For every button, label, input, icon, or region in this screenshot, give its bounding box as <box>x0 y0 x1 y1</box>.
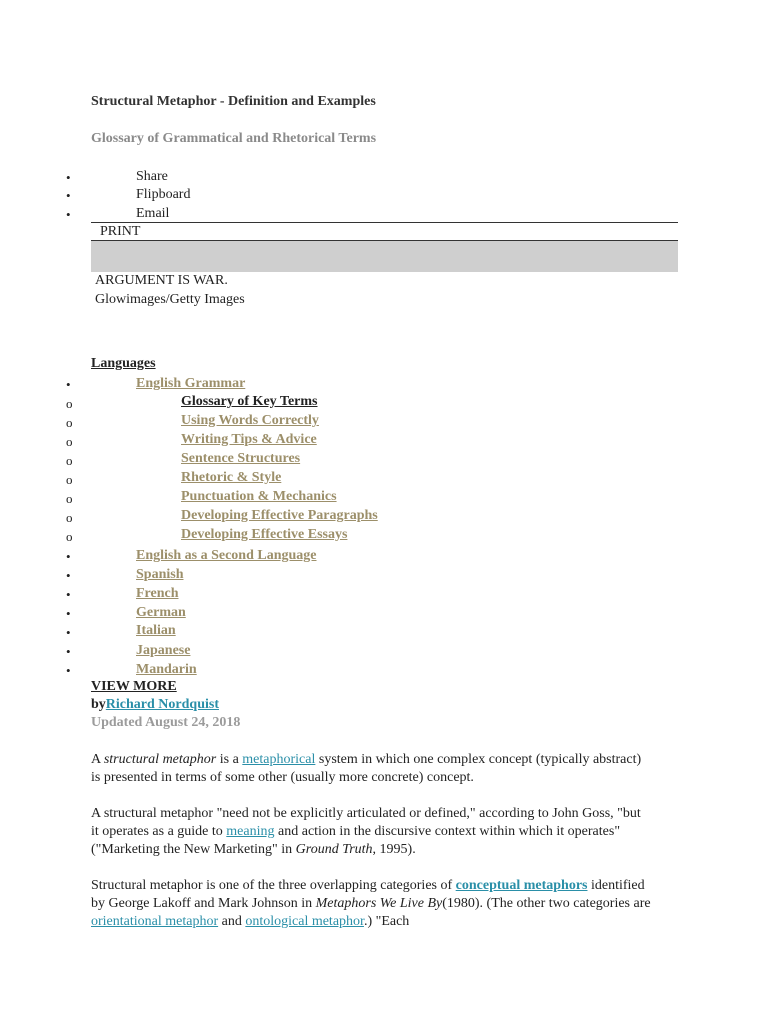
image-caption: ARGUMENT IS WAR. <box>95 273 228 288</box>
circle-bullet-icon: o <box>66 396 73 411</box>
bullet-icon: • <box>66 663 71 678</box>
circle-bullet-icon: o <box>66 491 73 506</box>
author-link[interactable]: Richard Nordquist <box>105 697 219 712</box>
nav-subitem-using-words[interactable]: Using Words Correctly <box>181 413 319 428</box>
circle-bullet-icon: o <box>66 453 73 468</box>
text: Structural metaphor is one of the three overlapping categories of <box>91 878 456 893</box>
circle-bullet-icon: o <box>66 434 73 449</box>
print-button[interactable]: PRINT <box>100 224 141 239</box>
text: (1980). (The other two categories are <box>442 896 651 911</box>
nav-subitem-writing-tips[interactable]: Writing Tips & Advice <box>181 432 317 447</box>
page-subtitle: Glossary of Grammatical and Rhetorical Terms <box>91 131 377 146</box>
text: is a <box>216 752 243 767</box>
nav-subitem-rhetoric-style[interactable]: Rhetoric & Style <box>181 470 282 485</box>
text: system in which one complex concept (typically abstract) is presented in terms of some other (usually more concrete) concept. <box>91 752 642 785</box>
bullet-icon: • <box>66 587 71 602</box>
bullet-icon: • <box>66 170 71 185</box>
updated-date: Updated August 24, 2018 <box>91 715 241 730</box>
text: and <box>218 914 246 929</box>
bullet-icon: • <box>66 188 71 203</box>
bullet-icon: • <box>66 377 71 392</box>
email-link[interactable]: Email <box>136 206 170 221</box>
metaphorical-link[interactable]: metaphorical <box>242 752 316 767</box>
book-title: Ground Truth <box>295 842 373 857</box>
view-more-link[interactable]: VIEW MORE <box>91 679 177 694</box>
conceptual-metaphors-link[interactable]: conceptual metaphors <box>455 878 588 893</box>
bullet-icon: • <box>66 606 71 621</box>
circle-bullet-icon: o <box>66 415 73 430</box>
nav-item-japanese[interactable]: Japanese <box>136 643 191 658</box>
nav-item-french[interactable]: French <box>136 586 179 601</box>
page-title: Structural Metaphor - Definition and Examples <box>91 94 376 109</box>
nav-item-spanish[interactable]: Spanish <box>136 567 184 582</box>
orientational-metaphor-link[interactable]: orientational metaphor <box>91 914 219 929</box>
paragraph-2 <box>91 805 651 859</box>
bullet-icon: • <box>66 625 71 640</box>
ontological-metaphor-link[interactable]: ontological metaphor <box>245 914 364 929</box>
image-credit: Glowimages/Getty Images <box>95 292 245 307</box>
nav-heading-languages[interactable]: Languages <box>91 356 156 371</box>
circle-bullet-icon: o <box>66 510 73 525</box>
text: identified by George Lakoff and Mark Johnson in <box>91 878 645 911</box>
text: A <box>91 752 104 767</box>
byline-prefix: by <box>91 697 106 712</box>
share-link[interactable]: Share <box>136 169 168 184</box>
nav-subitem-punctuation[interactable]: Punctuation & Mechanics <box>181 489 337 504</box>
nav-subitem-sentence-structures[interactable]: Sentence Structures <box>181 451 301 466</box>
hero-image-placeholder <box>91 241 678 272</box>
nav-subitem-glossary[interactable]: Glossary of Key Terms <box>181 394 318 409</box>
meaning-link[interactable]: meaning <box>226 824 275 839</box>
bullet-icon: • <box>66 568 71 583</box>
bullet-icon: • <box>66 549 71 564</box>
circle-bullet-icon: o <box>66 529 73 544</box>
emphasis: structural metaphor <box>103 752 217 767</box>
text: .) "Each <box>363 914 410 929</box>
text: and action in the discursive context within which it operates"("Marketing the New Marketing" in <box>91 824 621 857</box>
text: , 1995). <box>372 842 416 857</box>
paragraph-3 <box>91 877 651 931</box>
byline <box>91 697 219 713</box>
nav-subitem-paragraphs[interactable]: Developing Effective Paragraphs <box>181 508 378 523</box>
nav-item-esl[interactable]: English as a Second Language <box>136 548 317 563</box>
bullet-icon: • <box>66 207 71 222</box>
nav-item-mandarin[interactable]: Mandarin <box>136 662 197 677</box>
paragraph-1 <box>91 751 651 787</box>
nav-item-german[interactable]: German <box>136 605 186 620</box>
circle-bullet-icon: o <box>66 472 73 487</box>
text: A structural metaphor "need not be explicitly articulated or defined," according to John Goss, "but it operates as a guide to <box>91 806 641 839</box>
nav-item-italian[interactable]: Italian <box>136 623 176 638</box>
bullet-icon: • <box>66 644 71 659</box>
flipboard-link[interactable]: Flipboard <box>136 187 191 202</box>
nav-item-english-grammar[interactable]: English Grammar <box>136 376 246 391</box>
book-title: Metaphors We Live By <box>315 896 443 911</box>
divider <box>91 222 678 223</box>
nav-subitem-essays[interactable]: Developing Effective Essays <box>181 527 348 542</box>
